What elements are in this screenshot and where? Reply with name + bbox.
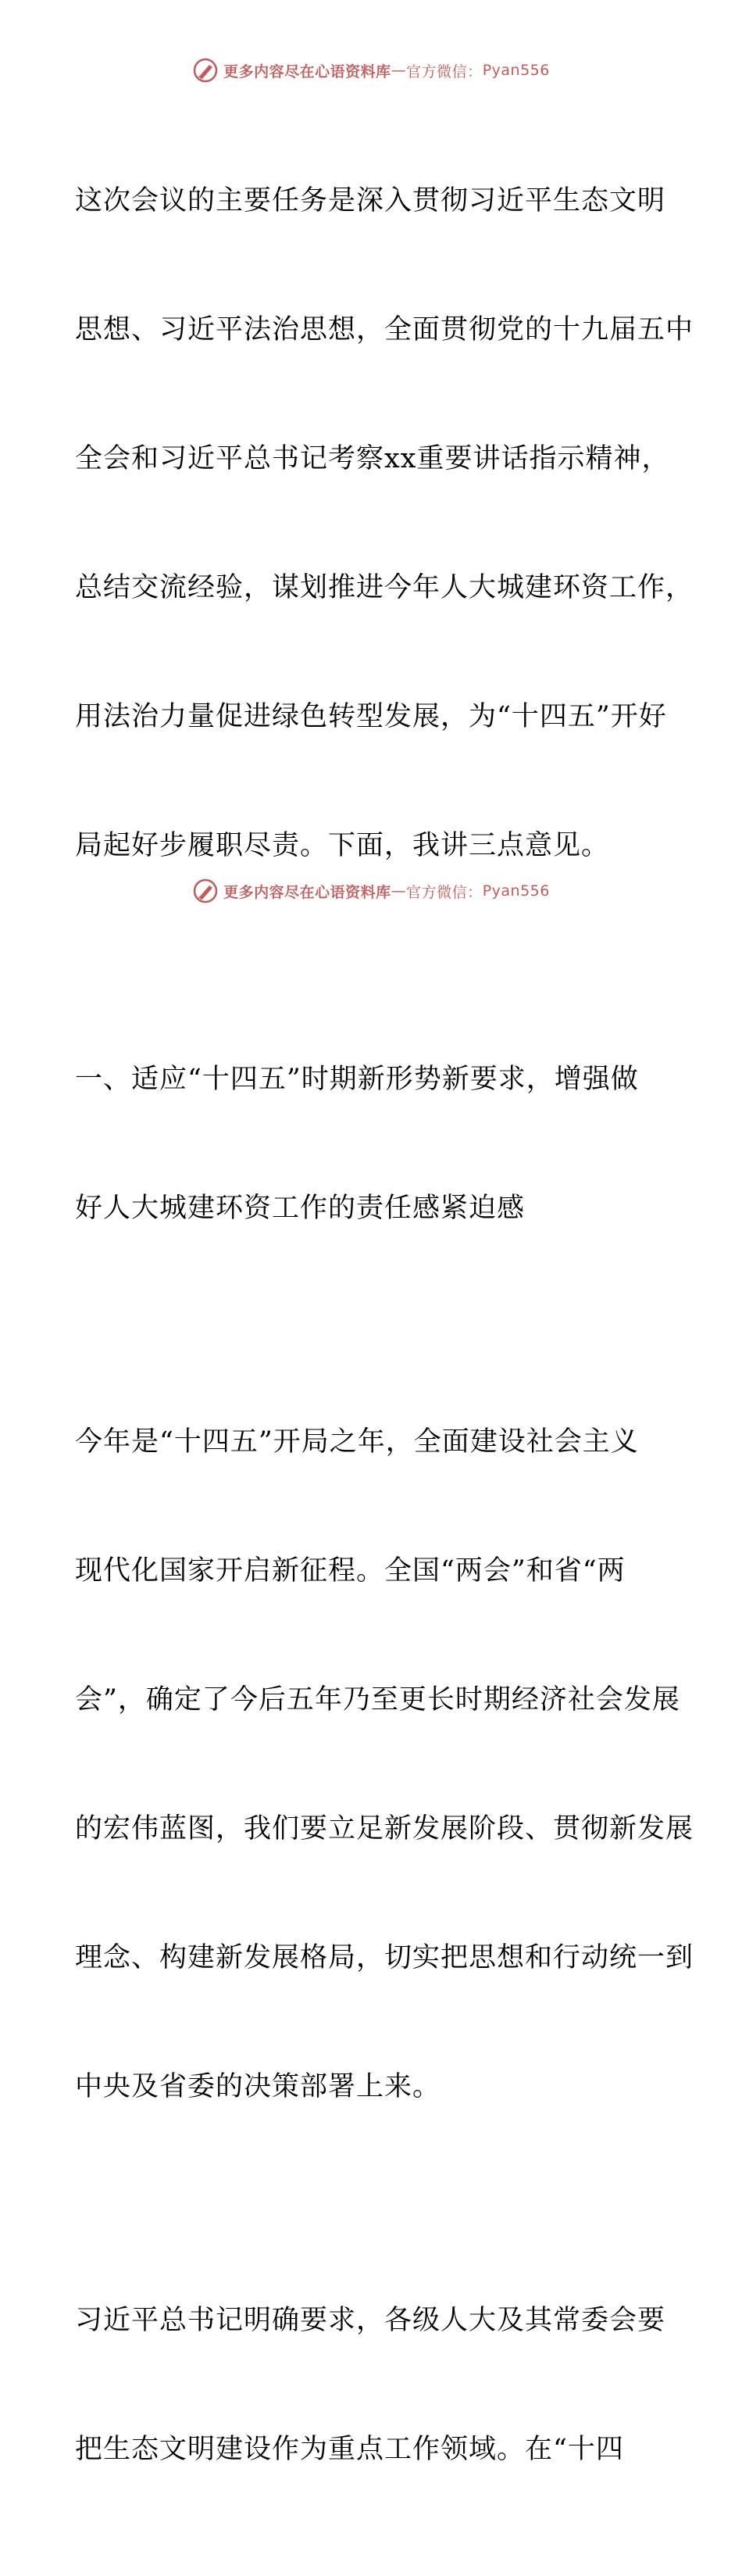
heading-line: 好人大城建环资工作的责任感紧迫感 bbox=[75, 1193, 526, 1224]
heading-line: 一、适应“十四五”时期新形势新要求，增强做 bbox=[75, 1064, 639, 1095]
text-line: 用法治力量促进绿色转型发展，为“十四五”开好 bbox=[75, 701, 667, 732]
footer-watermark bbox=[0, 875, 742, 907]
watermark-wechat-label: 官方微信： bbox=[406, 63, 483, 80]
text-line: 的宏伟蓝图，我们要立足新发展阶段、贯彻新发展 bbox=[75, 1813, 694, 1844]
watermark-brand: 更多内容尽在心语资料库 bbox=[223, 63, 391, 80]
watermark-separator: — bbox=[391, 62, 407, 79]
pen-logo-icon bbox=[192, 57, 219, 84]
text-line: 今年是“十四五”开局之年，全面建设社会主义 bbox=[75, 1426, 639, 1458]
text-line: 这次会议的主要任务是深入贯彻习近平生态文明 bbox=[75, 185, 666, 216]
watermark-wechat-id: Pyan556 bbox=[482, 62, 550, 79]
watermark-brand: 更多内容尽在心语资料库 bbox=[223, 883, 391, 901]
text-line: 现代化国家开启新征程。全国“两会”和省“两 bbox=[75, 1555, 626, 1587]
paragraph-intro bbox=[75, 94, 694, 953]
watermark-separator: — bbox=[391, 882, 407, 900]
text-line: 局起好步履职尽责。下面，我讲三点意见。 bbox=[75, 830, 610, 861]
paragraph-new-era bbox=[75, 1335, 694, 2195]
watermark-wechat-id: Pyan556 bbox=[482, 882, 550, 900]
section-heading-one bbox=[75, 972, 669, 1316]
document-body bbox=[75, 94, 694, 2576]
watermark-wechat-label: 官方微信： bbox=[406, 883, 483, 901]
text-line: 习近平总书记明确要求，各级人大及其常委会要 bbox=[75, 2305, 666, 2336]
text-line: 把生态文明建设作为重点工作领域。在“十四 bbox=[75, 2434, 624, 2465]
text-line: 总结交流经验，谋划推进今年人大城建环资工作， bbox=[75, 572, 694, 603]
text-line: 理念、构建新发展格局，切实把思想和行动统一到 bbox=[75, 1942, 694, 1973]
text-line: 中央及省委的决策部署上来。 bbox=[75, 2071, 441, 2102]
paragraph-requirement bbox=[75, 2213, 669, 2557]
text-line: 思想、习近平法治思想，全面贯彻党的十九届五中 bbox=[75, 314, 694, 345]
text-line: 会”，确定了今后五年乃至更长时期经济社会发展 bbox=[75, 1684, 680, 1716]
header-watermark bbox=[0, 55, 742, 86]
pen-logo-icon bbox=[192, 878, 219, 904]
text-line: 全会和习近平总书记考察xx重要讲话指示精神， bbox=[75, 443, 670, 474]
